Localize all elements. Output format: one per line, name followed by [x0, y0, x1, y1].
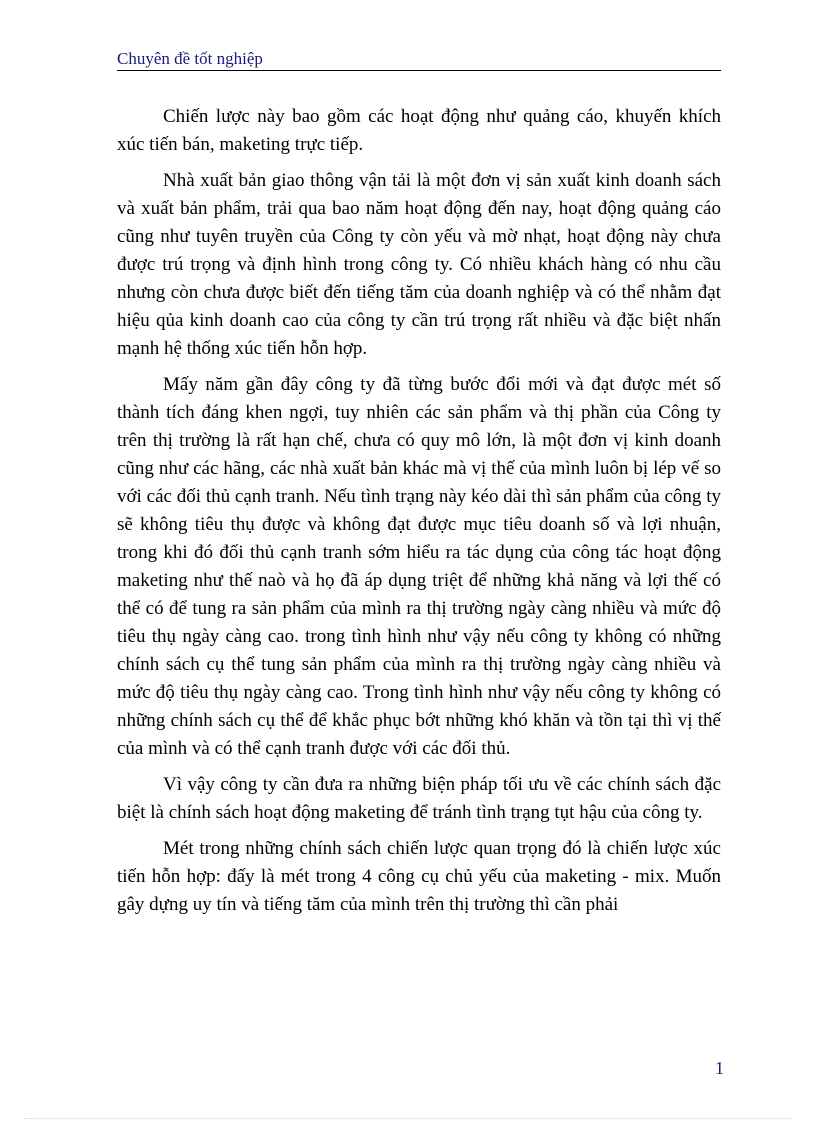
document-title: Chuyên đề tốt nghiệp	[117, 49, 263, 68]
paragraph-4: Vì vậy công ty cần đưa ra những biện pháp tối ưu về các chính sách đặc biệt là chính sách hoạt động maketing để tránh tình trạng tụt hậu của công ty.	[117, 774, 721, 823]
document-body	[117, 103, 721, 927]
paragraph-3: Mấy năm gần đây công ty đã từng bước đổi mới và đạt được mét số thành tích đáng khen ngợi, tuy nhiên các sản phẩm và thị phần của Công ty trên thị trường là rất hạn chế, chưa có quy mô lớn, là một đơn vị kinh doanh cũng như các hãng, các nhà xuất bản khác mà vị thế của mình luôn bị lép vế so với các đối thủ cạnh tranh. Nếu tình trạng này kéo dài thì sản phẩm của công ty sẽ không tiêu thụ được và không đạt được mục tiêu doanh số và lợi nhuận, trong khi đó đối thủ cạnh tranh sớm hiểu ra tác dụng của công tác hoạt động maketing như thế naò và họ đã áp dụng triệt để những khả năng và lợi thế có thể có để tung ra sản phẩm của mình ra thị trường ngày càng nhiều và mức độ tiêu thụ ngày càng cao. trong tình hình như vậy nếu công ty không có những chính sách cụ thể tung sản phẩm của mình ra thị trường ngày càng nhiều và mức độ tiêu thụ ngày càng cao. Trong tình hình như vậy nếu công ty không có những chính sách cụ thể để khắc phục bớt những khó khăn và tồn tại thì vị thế của mình và có thể cạnh tranh được với các đối thủ.	[117, 374, 721, 759]
page-header	[117, 48, 721, 71]
paragraph-5: Mét trong những chính sách chiến lược quan trọng đó là chiến lược xúc tiến hỗn hợp: đấy là mét trong 4 công cụ chủ yếu của maketing - mix. Muốn gây dựng uy tín và tiếng tăm của mình trên thị trường thì cần phải	[117, 838, 721, 915]
page-number: 1	[715, 1058, 724, 1078]
paragraph-1: Chiến lược này bao gồm các hoạt động như quảng cáo, khuyến khích xúc tiến bán, maketing trực tiếp.	[117, 106, 721, 155]
paragraph-2: Nhà xuất bản giao thông vận tải là một đơn vị sản xuất kinh doanh sách và xuất bản phẩm, trải qua bao năm hoạt động đến nay, hoạt động quảng cáo cũng như tuyên truyền của Công ty còn yếu và mờ nhạt, hoạt động này chưa được trú trọng và định hình trong công ty. Có nhiều khách hàng có nhu cầu nhưng còn chưa được biết đến tiếng tăm của doanh nghiệp và có thể nhằm đạt hiệu qủa kinh doanh cao của công ty cần trú trọng rất nhiều và đặc biệt nhấn mạnh hệ thống xúc tiến hỗn hợp.	[117, 170, 721, 359]
page-boundary-divider	[24, 1118, 792, 1119]
